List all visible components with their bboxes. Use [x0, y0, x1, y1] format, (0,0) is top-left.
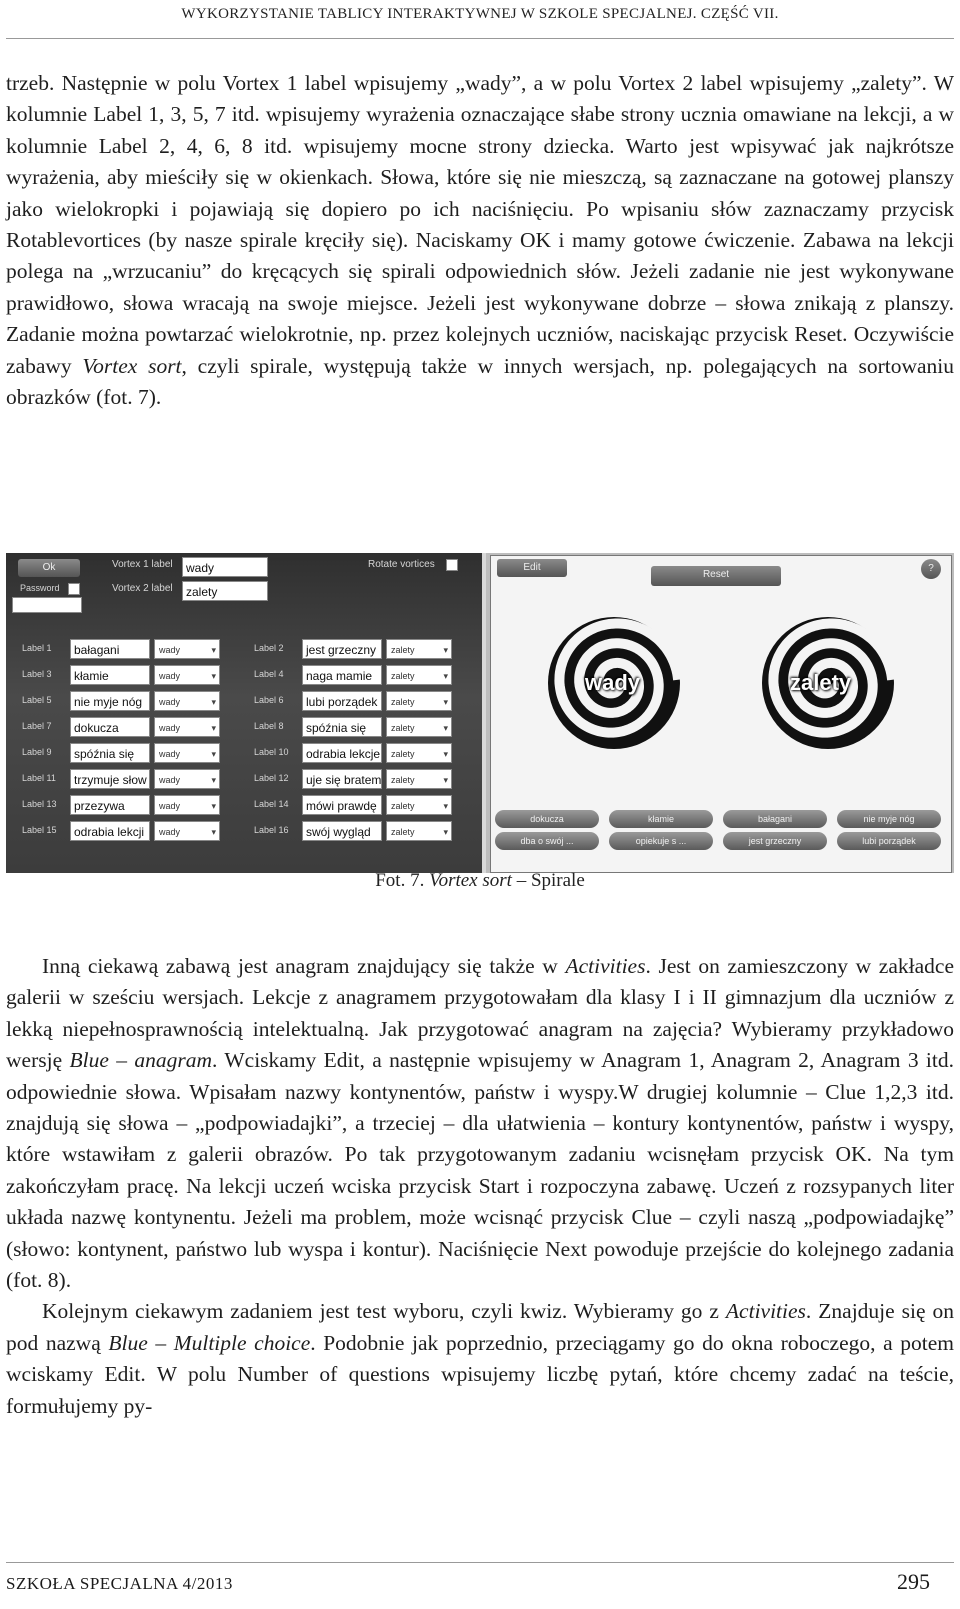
edit-button[interactable]: Edit — [497, 559, 567, 577]
game-canvas — [490, 555, 952, 873]
word-pill[interactable]: jest grzeczny — [723, 832, 827, 850]
row-label: Label 8 — [254, 721, 284, 731]
para2-s1c: . Wciskamy Edit, a następnie wpisujemy w Anagram 1, Anagram 2, Anagram 3 itd. odpowiednie słowa. Wpisałam nazwy kontynentów, państw i wyspy.W drugiej kolumnie – Clue 1,2,3 itd. znajdują się słowa – „podpowiadajki”, a trzeciej – dla ułatwienia – kontury kontynentów, państw i wyspy, które wstawiłam z galerii obrazów. Po tak przygotowanym zadaniu wcisnęłam przycisk OK. Na tym zakończyłam pracę. Na lekcji uczeń wciska przycisk Start i rozpoczyna zabawę. Uczeń z rozsypanych liter układa nazwę kontynentu. Jeżeli ma problem, może wcisnąć przycisk Clue – czyli naszą „podpowiadajkę” (słowo: kontynent, państwo lub wyspa i kontur). Naciśnięcie Next powoduje przejście do kolejnego zadania (fot. 8). — [6, 1048, 955, 1293]
row-word-input[interactable]: nie myje nóg — [70, 691, 150, 711]
figure-caption — [0, 870, 960, 892]
row-label: Label 1 — [22, 643, 52, 653]
row-word-input[interactable]: mówi prawdę — [302, 795, 382, 815]
caption-italic: Vortex sort — [429, 870, 512, 891]
word-pill[interactable]: bałagani — [723, 810, 827, 828]
para2-s1a: Inną ciekawą zabawą jest anagram znajdujący się także w — [42, 954, 566, 978]
ok-button[interactable]: Ok — [18, 559, 80, 577]
edit-panel — [6, 553, 482, 873]
caption-suffix: – Spirale — [511, 870, 585, 891]
row-word-input[interactable]: uje się bratem — [302, 769, 382, 789]
row-label: Label 5 — [22, 695, 52, 705]
password-checkbox[interactable] — [68, 583, 80, 595]
word-pill[interactable]: dba o swój ... — [495, 832, 599, 850]
para2-s2a: Kolejnym ciekawym zadaniem jest test wyboru, czyli kwiz. Wybieramy go z — [42, 1299, 726, 1324]
word-pill[interactable]: lubi porządek — [837, 832, 941, 850]
row-category-select[interactable]: wady ▾ — [154, 639, 220, 659]
para2-s2i: Activities — [725, 1299, 806, 1324]
row-word-input[interactable]: odrabia lekcje — [302, 743, 382, 763]
row-category-select[interactable]: wady ▾ — [154, 795, 220, 815]
row-category-select[interactable]: zalety ▾ — [386, 743, 452, 763]
row-category-select[interactable]: wady ▾ — [154, 743, 220, 763]
vortex1-label: Vortex 1 label — [112, 559, 173, 570]
vortex2-input[interactable]: zalety — [182, 581, 268, 601]
row-category-select[interactable]: wady ▾ — [154, 821, 220, 841]
row-category-select[interactable]: zalety ▾ — [386, 691, 452, 711]
password-input[interactable] — [12, 597, 82, 613]
word-pill[interactable]: kłamie — [609, 810, 713, 828]
running-header: WYKORZYSTANIE TABLICY INTERAKTYWNEJ W SZKOLE SPECJALNEJ. CZĘŚĆ VII. — [181, 6, 779, 22]
spiral-zalety-label: zalety — [790, 670, 852, 695]
row-category-select[interactable]: zalety ▾ — [386, 717, 452, 737]
row-word-input[interactable]: lubi porządek — [302, 691, 382, 711]
row-category-select[interactable]: wady ▾ — [154, 717, 220, 737]
figure-vortex-sort — [6, 553, 954, 873]
word-pill[interactable]: nie myje nóg — [837, 810, 941, 828]
row-word-input[interactable]: swój wygląd — [302, 821, 382, 841]
row-category-select[interactable]: zalety ▾ — [386, 639, 452, 659]
rotate-vortices-checkbox[interactable] — [446, 559, 458, 571]
row-word-input[interactable]: przezywa — [70, 795, 150, 815]
para2-s2c: . Podobnie jak poprzednio, przeciągamy go do okna roboczego, a potem wciskamy Edit. W polu Number of questions wpisujemy liczbę pytań, które chcemy zadać na teście, formułujemy py- — [6, 1330, 954, 1418]
reset-button[interactable]: Reset — [651, 566, 781, 586]
row-label: Label 11 — [22, 773, 56, 783]
row-word-input[interactable]: jest grzeczny — [302, 639, 382, 659]
row-label: Label 7 — [22, 721, 52, 731]
page-number: 295 — [897, 1569, 930, 1594]
para1-text-a: trzeb. Następnie w polu Vortex 1 label wpisujemy „wady”, a w polu Vortex 2 label wpisujemy „zalety”. W kolumnie Label 1, 3, 5, 7 itd. wpisujemy wyrażenia oznaczające słabe strony ucznia omawiane na lekcji, a w kolumnie Label 2, 4, 6, 8 itd. wpisujemy mocne strony dziecka. Warto jest wpisywać jak najkrótsze wyrażenia, aby mieściły się w okienkach. Słowa, które się nie mieszczą, są zaznaczane na gotowej planszy jako wielokropki i pojawiają się dopiero po ich naciśnięciu. Po wpisaniu słów zaznaczamy przycisk Rotablevortices (by nasze spirale kręciły się). Naciskamy OK i mamy gotowe ćwiczenie. Zabawa na lekcji polega na „wrzucaniu” do kręcących się spirali odpowiednich słów. Jeżeli zadanie nie jest wykonywane prawidłowo, słowa wracają na swoje miejsce. Jeżeli jest wykonywane dobrze – słowa znikają z planszy. Zadanie można powtarzać wielokrotnie, np. przez kolejnych uczniów, naciskając przycisk Reset. Oczywiście zabawy — [6, 71, 954, 378]
para2-s2j: Blue – Multiple choice — [108, 1330, 311, 1355]
caption-prefix: Fot. 7. — [375, 870, 430, 891]
para2-sentence-2 — [6, 1296, 954, 1422]
row-label: Label 4 — [254, 669, 284, 679]
row-label: Label 13 — [22, 799, 57, 809]
password-label: Password — [20, 583, 60, 593]
para1-italic: Vortex sort — [82, 353, 182, 378]
rotate-vortices-label: Rotate vortices — [368, 559, 435, 570]
para2-s2b: . Znajduje się on pod nazwą — [6, 1299, 954, 1355]
row-category-select[interactable]: wady ▾ — [154, 691, 220, 711]
game-panel — [486, 553, 954, 873]
para2-sentence-1 — [6, 951, 954, 1296]
row-word-input[interactable]: trzymuje słow — [70, 769, 150, 789]
row-word-input[interactable]: spóźnia się — [70, 743, 150, 763]
row-category-select[interactable]: zalety ▾ — [386, 769, 452, 789]
row-label: Label 10 — [254, 747, 289, 757]
vortex1-input[interactable]: wady — [182, 557, 268, 577]
row-word-input[interactable]: bałagani — [70, 639, 150, 659]
header-rule — [6, 38, 954, 39]
row-category-select[interactable]: zalety ▾ — [386, 665, 452, 685]
row-label: Label 16 — [254, 825, 289, 835]
paragraph-top — [6, 68, 954, 413]
row-word-input[interactable]: kłamie — [70, 665, 150, 685]
row-label: Label 6 — [254, 695, 284, 705]
footer-rule — [6, 1562, 954, 1563]
row-label: Label 2 — [254, 643, 284, 653]
row-label: Label 12 — [254, 773, 289, 783]
row-word-input[interactable]: dokucza — [70, 717, 150, 737]
row-word-input[interactable]: naga mamie — [302, 665, 382, 685]
row-word-input[interactable]: odrabia lekcji — [70, 821, 150, 841]
spiral-wady-label: wady — [585, 670, 641, 695]
row-word-input[interactable]: spóźnia się — [302, 717, 382, 737]
row-category-select[interactable]: wady ▾ — [154, 769, 220, 789]
journal-name: SZKOŁA SPECJALNA 4/2013 — [6, 1574, 233, 1593]
row-label: Label 15 — [22, 825, 57, 835]
para2-s1i: Activities — [565, 954, 646, 978]
vortex2-label: Vortex 2 label — [112, 583, 173, 594]
row-category-select[interactable]: wady ▾ — [154, 665, 220, 685]
para2-s1b: . Jest on zamieszczony w zakładce galerii w sześciu wersjach. Lekcje z anagramem przygotowałam dla klasy I i II gimnazjum dla uczniów z lekką niepełnosprawnością intelektualną. Jak przygotować anagram na zajęcia? Wybieramy przykładowo wersję — [6, 954, 954, 1073]
row-category-select[interactable]: zalety ▾ — [386, 821, 452, 841]
para2-s1j: Blue – anagram — [69, 1048, 213, 1073]
row-label: Label 14 — [254, 799, 289, 809]
word-pill[interactable]: opiekuje s ... — [609, 832, 713, 850]
help-icon[interactable]: ? — [921, 559, 941, 579]
row-label: Label 3 — [22, 669, 52, 679]
para1-text-b: , czyli spirale, występują także w innych wersjach, np. polegających na sortowaniu obrazków (fot. 7). — [6, 353, 955, 410]
paragraph-bottom — [6, 951, 954, 1422]
word-pill[interactable]: dokucza — [495, 810, 599, 828]
row-category-select[interactable]: zalety ▾ — [386, 795, 452, 815]
row-label: Label 9 — [22, 747, 52, 757]
